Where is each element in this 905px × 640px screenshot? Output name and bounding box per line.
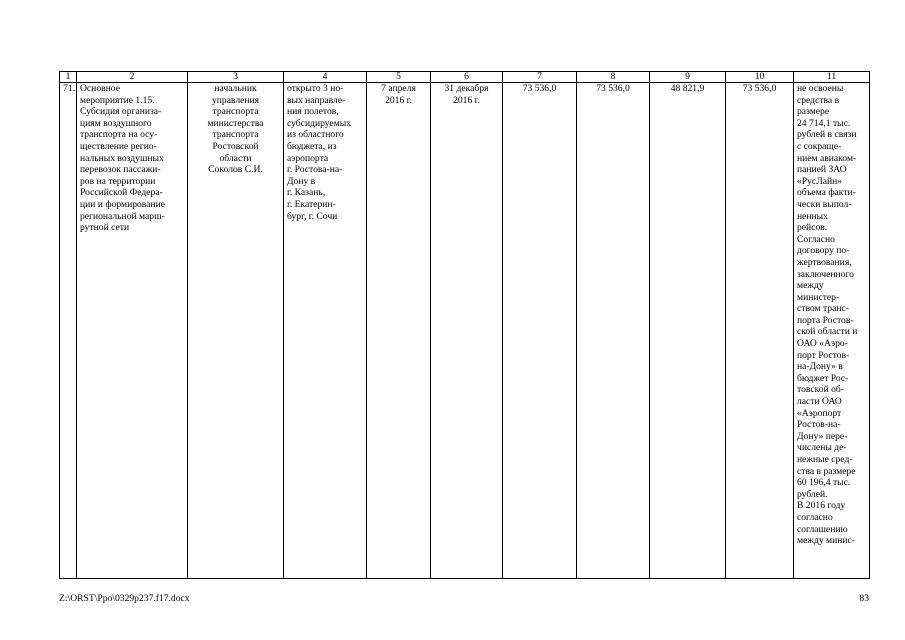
cell-text-line: панией ЗАО <box>797 164 847 176</box>
cell-text-line: заключенного <box>797 268 854 280</box>
cell-text-line: циям воздушного <box>80 117 152 129</box>
cell-text-line: г. Ростова-на- <box>287 164 343 176</box>
cell-text-line: Дону в <box>287 175 316 187</box>
cell-text-line: рейсов. <box>797 222 828 234</box>
column-number: 6 <box>431 72 503 83</box>
cell-text-line: из областного <box>287 129 344 141</box>
cell-text-line: аэропорта <box>287 152 329 164</box>
result-cell <box>284 83 367 579</box>
cell-text-line: Ростов-на- <box>797 419 841 431</box>
cell-text-line: соглашению <box>797 523 848 535</box>
cell-text-line: ской области и <box>797 326 858 338</box>
cell-text-line: ством транс- <box>797 303 849 315</box>
end-date-cell <box>431 83 503 579</box>
cell-text-line: 60 196,4 тыс. <box>797 477 851 489</box>
cell-text-line: вых направле- <box>287 94 346 106</box>
cell-text-line: договору по- <box>797 245 850 257</box>
cell-text-line: «РусЛайн» <box>797 175 843 187</box>
cell-text-line: ния полетов, <box>287 106 339 118</box>
cell-text-line: ров на территории <box>80 175 156 187</box>
column-number: 8 <box>577 72 650 83</box>
cell-text-line: области <box>219 152 252 164</box>
cell-text-line: открыто 3 но- <box>287 83 344 94</box>
cell-text-line: между <box>797 280 824 292</box>
responsible-cell <box>188 83 284 579</box>
cell-text-line: 24 714,1 тыс. <box>797 117 851 129</box>
cell-text-line: перевозок пассажи- <box>80 164 161 176</box>
cell-text-line: не освоены <box>797 83 844 94</box>
cell-text-line: между минис- <box>797 535 855 547</box>
cell-text-line: транспорта <box>212 129 259 141</box>
report-table <box>59 71 870 579</box>
cell-text-line: мероприятие 1.15. <box>80 94 155 106</box>
cell-text-line: Российской Федера- <box>80 187 163 199</box>
cell-text-line: бюджета, из <box>287 140 337 152</box>
cell-text-line: «Аэропорт <box>797 407 842 419</box>
cell-text-line: транспорта на осу- <box>80 129 158 141</box>
event-name-cell <box>77 83 188 579</box>
cell-text-line: бург, г. Сочи <box>287 210 338 222</box>
cell-text-line: объема факти- <box>797 187 856 199</box>
cell-text-line: на-Дону» в <box>797 361 843 373</box>
cell-text-line: начальник <box>214 83 257 94</box>
cell-text-line: ства в размере <box>797 465 856 477</box>
value-cell: 48 821,9 <box>650 83 726 579</box>
cell-text-line: согласно <box>797 511 833 523</box>
cell-text-line: В 2016 году <box>797 500 846 512</box>
cell-text-line: г. Екатерин- <box>287 198 336 210</box>
column-number: 7 <box>503 72 577 83</box>
row-number: 71. <box>60 83 77 579</box>
column-number-row <box>60 72 870 83</box>
page-number: 83 <box>859 593 869 604</box>
column-number: 10 <box>726 72 794 83</box>
cell-text-line: г. Казань, <box>287 187 326 199</box>
cell-text-line: ненных <box>797 210 828 222</box>
cell-text-line: товской об- <box>797 384 844 396</box>
cell-text-line: жертвования, <box>797 256 852 268</box>
cell-text-line: нежные сред- <box>797 454 853 465</box>
cell-text-line: нальных воздушных <box>80 152 164 164</box>
cell-text-line: с сокраще- <box>797 140 842 152</box>
note-cell <box>794 83 870 579</box>
cell-text-line: управления <box>211 94 260 106</box>
column-number: 4 <box>284 72 367 83</box>
cell-text-line: транспорта <box>212 106 259 118</box>
cell-text-line: региональной марш- <box>80 210 165 222</box>
cell-text-line: Субсидия организа- <box>80 106 162 118</box>
cell-text-line: 2016 г. <box>385 94 412 106</box>
cell-text-line: рутной сети <box>80 222 130 234</box>
cell-text-line: Основное <box>80 83 120 94</box>
cell-text-line: министерства <box>207 117 264 129</box>
column-number: 11 <box>794 72 870 83</box>
column-number: 2 <box>77 72 188 83</box>
cell-text-line: 31 декабря <box>444 83 489 94</box>
cell-text-line: ласти ОАО <box>797 396 842 408</box>
cell-text-line: чески выпол- <box>797 198 852 210</box>
column-number: 9 <box>650 72 726 83</box>
cell-text-line: субсидируемых <box>287 117 352 129</box>
cell-text-line: числены де- <box>797 442 847 454</box>
table-row <box>60 83 870 579</box>
cell-text-line: средства в <box>797 94 840 106</box>
cell-text-line: бюджет Рос- <box>797 372 849 384</box>
cell-text-line: Согласно <box>797 233 835 245</box>
cell-text-line: ОАО «Аэро- <box>797 338 848 350</box>
cell-text-line: нием авиаком- <box>797 152 857 164</box>
cell-text-line: порт Ростов- <box>797 349 850 361</box>
cell-text-line: 7 апреля <box>381 83 416 94</box>
value-cell: 73 536,0 <box>503 83 577 579</box>
cell-text-line: Соколов С.И. <box>208 164 263 176</box>
cell-text-line: размере <box>797 106 830 118</box>
value-cell: 73 536,0 <box>577 83 650 579</box>
cell-text-line: 2016 г. <box>453 94 480 106</box>
value-cell: 73 536,0 <box>726 83 794 579</box>
cell-text-line: министер- <box>797 291 840 303</box>
start-date-cell <box>367 83 431 579</box>
cell-text-line: ществление регио- <box>80 140 157 152</box>
column-number: 3 <box>188 72 284 83</box>
column-number: 5 <box>367 72 431 83</box>
column-number: 1 <box>60 72 77 83</box>
cell-text-line: Ростовской <box>212 140 259 152</box>
cell-text-line: рублей в связи <box>797 129 857 141</box>
cell-text-line: рублей. <box>797 488 828 500</box>
cell-text-line: Дону» пере- <box>797 430 848 442</box>
file-path: Z:\ORST\Ppo\0329p237.f17.docx <box>59 593 190 604</box>
cell-text-line: ции и формирование <box>80 198 165 210</box>
cell-text-line: порта Ростов- <box>797 314 854 326</box>
